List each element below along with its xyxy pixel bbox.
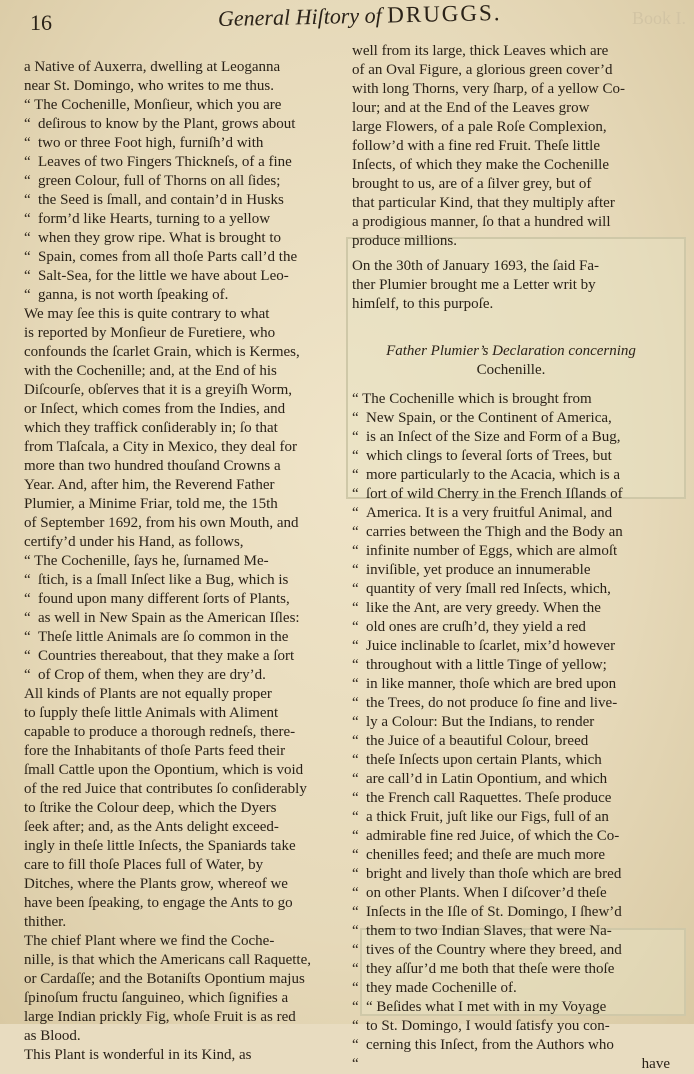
running-title-caps: DRUGGS. — [386, 0, 502, 28]
quote-mark: “ — [352, 448, 359, 464]
line-text: “ Beſides what I met with in my Voyage — [366, 999, 607, 1015]
quote-mark: “ — [24, 135, 31, 151]
line-text: two or three Foot high, furniſh’d with — [38, 135, 264, 151]
line-text: found upon many different ſorts of Plants, — [38, 591, 290, 607]
text-line: or Inſect, which comes from the Indies, and — [24, 401, 286, 417]
text-line: The chief Plant where we find the Coche- — [24, 933, 275, 949]
text-line — [352, 542, 670, 561]
text-line — [352, 485, 670, 504]
line-text: Salt-Sea, for the little we have about Leo- — [38, 268, 289, 284]
text-line — [352, 827, 670, 846]
quote-mark: “ — [352, 638, 359, 654]
text-line — [352, 466, 670, 485]
line-text: form’d like Hearts, turning to a yellow — [38, 211, 271, 227]
quote-mark: “ — [352, 543, 359, 559]
quote-mark: “ — [352, 429, 359, 445]
text-line: that particular Kind, that they multiply after — [352, 195, 615, 211]
quote-mark: “ — [352, 1037, 359, 1053]
line-text: the Juice of a beautiful Colour, breed — [366, 733, 589, 749]
line-text: as well in New Spain as the American Iſles: — [38, 610, 300, 626]
text-line: have been ſpeaking, to engage the Ants to go — [24, 895, 293, 911]
text-line — [352, 1036, 670, 1055]
text-line — [352, 960, 670, 979]
line-text: admirable fine red Juice, of which the Co- — [366, 828, 620, 844]
text-line: follow’d with a fine red Fruit. Theſe little — [352, 138, 600, 154]
text-line — [352, 770, 670, 789]
text-line — [352, 447, 670, 466]
text-line — [352, 409, 670, 428]
quote-mark: “ — [24, 629, 31, 645]
line-text: Juice inclinable to ſcarlet, mix’d however — [366, 638, 616, 654]
line-text: chenilles feed; and theſe are much more — [366, 847, 606, 863]
line-text: Spain, comes from all thoſe Parts call’d the — [38, 249, 298, 265]
line-text: America. It is a very fruitful Animal, and — [366, 505, 613, 521]
text-line — [24, 609, 344, 628]
line-text: in like manner, thoſe which are bred upon — [366, 676, 617, 692]
text-line: from Tlaſcala, a City in Mexico, they deal for — [24, 439, 297, 455]
text-line — [352, 580, 670, 599]
quote-mark: “ — [352, 600, 359, 616]
text-line: Diſcourſe, obſerves that it is a greyiſh Worm, — [24, 382, 293, 398]
quote-mark: “ — [352, 980, 359, 996]
text-line — [24, 210, 344, 229]
text-line — [352, 656, 670, 675]
line-text: the Trees, do not produce ſo fine and live- — [366, 695, 618, 711]
quote-mark: “ — [24, 648, 31, 664]
quote-mark: “ — [24, 116, 31, 132]
quote-mark: “ — [24, 591, 31, 607]
quote-mark: “ — [24, 211, 31, 227]
declaration-quote — [352, 390, 670, 1074]
line-text: when they grow ripe. What is brought to — [38, 230, 282, 246]
line-text: Countries thereabout, that they make a ſort — [38, 648, 295, 664]
text-line: certify’d under his Hand, as follows, — [24, 534, 244, 550]
line-text: to St. Domingo, I would ſatisfy you con- — [366, 1018, 610, 1034]
quote-mark: “ — [352, 581, 359, 597]
text-line — [352, 523, 670, 542]
quote-mark: “ — [24, 173, 31, 189]
quote-mark: “ — [352, 885, 359, 901]
text-line — [352, 979, 670, 998]
line-text: which clings to ſeveral ſorts of Trees, but — [366, 448, 612, 464]
text-line: more than two hundred thouſand Crowns a — [24, 458, 281, 474]
text-line: Inſects, of which they make the Cochenille — [352, 157, 609, 173]
line-text: on other Plants. When I diſcover’d theſe — [366, 885, 607, 901]
quote-mark: “ — [24, 610, 31, 626]
right-column — [352, 42, 670, 1074]
quote-mark: “ — [352, 657, 359, 673]
left-column — [24, 58, 344, 1065]
text-line — [352, 998, 670, 1017]
line-text: Leaves of two Fingers Thickneſs, of a fine — [38, 154, 292, 170]
quote-mark: “ — [24, 230, 31, 246]
quote-mark: “ — [352, 961, 359, 977]
quote-mark: “ — [352, 866, 359, 882]
text-line: or Cardaſſe; and the Botaniſts Opontium majus — [24, 971, 305, 987]
line-text: they made Cochenille of. — [366, 980, 517, 996]
quote-mark: “ — [24, 667, 31, 683]
text-line — [352, 637, 670, 656]
text-line — [24, 267, 344, 286]
text-line: with the Cochenille; and, at the End of his — [24, 363, 277, 379]
quote-mark: “ — [352, 999, 359, 1015]
text-line — [352, 1055, 670, 1074]
line-text: more particularly to the Acacia, which is a — [366, 467, 621, 483]
text-line — [352, 884, 670, 903]
text-line — [352, 1017, 670, 1036]
text-line: “ The Cochenille, Monſieur, which you are — [24, 97, 282, 113]
line-text: ſort of wild Cherry in the French Iſlands of — [366, 486, 623, 502]
show-through-text: Book I. — [632, 8, 686, 28]
text-line: “ The Cochenille which is brought from — [352, 391, 592, 407]
text-line — [352, 504, 670, 523]
text-line — [24, 248, 344, 267]
line-text: New Spain, or the Continent of America, — [366, 410, 612, 426]
text-line: well from its large, thick Leaves which are — [352, 43, 609, 59]
text-line: Plumier, a Minime Friar, told me, the 15th — [24, 496, 278, 512]
quote-mark: “ — [352, 410, 359, 426]
text-line: brought to us, are of a ſilver grey, but of — [352, 176, 592, 192]
running-title — [218, 0, 502, 32]
text-line: ſpinoſum fructu ſanguineo, which ſignifies a — [24, 990, 289, 1006]
text-line: to ſtrike the Colour deep, which the Dyers — [24, 800, 277, 816]
text-line: We may ſee this is quite contrary to what — [24, 306, 270, 322]
text-line — [24, 647, 344, 666]
text-line: care to fill thoſe Places full of Water, by — [24, 857, 264, 873]
text-line: of the red Juice that contributes ſo conſiderably — [24, 781, 307, 797]
text-line: of September 1692, from his own Mouth, and — [24, 515, 299, 531]
quote-mark: “ — [24, 154, 31, 170]
text-line — [24, 571, 344, 590]
quote-mark: “ — [352, 771, 359, 787]
quote-mark: “ — [24, 268, 31, 284]
line-text: Inſects in the Iſle of St. Domingo, I ſhew’d — [366, 904, 622, 920]
line-text: the Seed is ſmall, and contain’d in Husks — [38, 192, 284, 208]
text-line — [352, 941, 670, 960]
line-text: of Crop of them, when they are dry’d. — [38, 667, 266, 683]
text-line — [24, 628, 344, 647]
quote-mark: “ — [352, 1018, 359, 1034]
text-line — [352, 618, 670, 637]
text-line: to ſupply theſe little Animals with Aliment — [24, 705, 279, 721]
text-line — [352, 599, 670, 618]
text-line: confounds the ſcarlet Grain, which is Kermes, — [24, 344, 300, 360]
quote-mark: “ — [352, 676, 359, 692]
line-text: tives of the Country where they breed, and — [366, 942, 622, 958]
line-text: old ones are cruſh’d, they yield a red — [366, 619, 586, 635]
quote-mark: “ — [352, 809, 359, 825]
text-line — [352, 846, 670, 865]
text-line: as Blood. — [24, 1028, 81, 1044]
text-line: nille, is that which the Americans call Raquette, — [24, 952, 311, 968]
line-text: cerning this Inſect, from the Authors who — [366, 1037, 614, 1053]
text-line: which they traffick conſiderably in; ſo that — [24, 420, 278, 436]
text-line — [24, 191, 344, 210]
right-column-continuation — [352, 42, 670, 251]
quote-mark: “ — [352, 1056, 359, 1072]
text-line: ſeek after; and, as the Ants delight exceed- — [24, 819, 279, 835]
line-text: they aſſur’d me both that theſe were thoſe — [366, 961, 615, 977]
text-line — [352, 789, 670, 808]
quote-mark: “ — [24, 572, 31, 588]
line-text: the French call Raquettes. Theſe produce — [366, 790, 612, 806]
text-line — [24, 286, 344, 305]
text-line: thither. — [24, 914, 67, 930]
text-line — [352, 903, 670, 922]
text-line: is reported by Monſieur de Furetiere, who — [24, 325, 276, 341]
text-line — [24, 172, 344, 191]
quote-mark: “ — [352, 467, 359, 483]
line-text: quantity of very ſmall red Inſects, which, — [366, 581, 611, 597]
text-line — [352, 808, 670, 827]
quote-mark: “ — [352, 714, 359, 730]
line-text: carries between the Thigh and the Body an — [366, 524, 623, 540]
text-line — [352, 922, 670, 941]
text-line — [352, 561, 670, 580]
text-line: of an Oval Figure, a glorious green cover’d — [352, 62, 613, 78]
line-text: is an Inſect of the Size and Form of a Bug, — [366, 429, 621, 445]
line-text: ly a Colour: But the Indians, to render — [366, 714, 595, 730]
line-text: throughout with a little Tinge of yellow; — [366, 657, 607, 673]
text-line: large Indian prickly Fig, whoſe Fruit is as red — [24, 1009, 296, 1025]
quote-mark: “ — [352, 524, 359, 540]
quote-mark: “ — [352, 847, 359, 863]
text-line: a prodigious manner, ſo that a hundred will — [352, 214, 611, 230]
text-line: This Plant is wonderful in its Kind, as — [24, 1047, 252, 1063]
text-line — [352, 732, 670, 751]
text-line — [24, 153, 344, 172]
text-line — [352, 428, 670, 447]
text-line — [352, 694, 670, 713]
text-line — [352, 865, 670, 884]
text-line: lour; and at the End of the Leaves grow — [352, 100, 590, 116]
text-line: produce millions. — [352, 233, 457, 249]
quote-mark: “ — [352, 942, 359, 958]
text-line: himſelf, to this purpoſe. — [352, 296, 494, 312]
line-text: ganna, is not worth ſpeaking of. — [38, 287, 229, 303]
text-line — [24, 134, 344, 153]
line-text: theſe Inſects upon certain Plants, which — [366, 752, 602, 768]
plumier-letter-intro — [352, 257, 670, 314]
text-line — [24, 115, 344, 134]
text-line — [24, 666, 344, 685]
quote-mark: “ — [352, 733, 359, 749]
quote-mark: “ — [352, 790, 359, 806]
quote-mark: “ — [352, 904, 359, 920]
text-line: a Native of Auxerra, dwelling at Leoganna — [24, 59, 281, 75]
line-text: bright and lively than thoſe which are bred — [366, 866, 622, 882]
text-line: fore the Inhabitants of thoſe Parts feed their — [24, 743, 286, 759]
trailing-fragment: have — [641, 1056, 670, 1072]
line-text: Theſe little Animals are ſo common in the — [38, 629, 289, 645]
text-line — [352, 675, 670, 694]
text-line: ſmall Cattle upon the Opontium, which is void — [24, 762, 304, 778]
text-line: near St. Domingo, who writes to me thus. — [24, 78, 274, 94]
quote-mark: “ — [24, 249, 31, 265]
text-line — [24, 229, 344, 248]
text-line: Ditches, where the Plants grow, whereof we — [24, 876, 288, 892]
quote-mark: “ — [352, 486, 359, 502]
text-line: ther Plumier brought me a Letter writ by — [352, 277, 596, 293]
line-text: deſirous to know by the Plant, grows about — [38, 116, 296, 132]
quote-mark: “ — [352, 695, 359, 711]
line-text: them to two Indian Slaves, that were Na- — [366, 923, 612, 939]
line-text: ſtich, is a ſmall Inſect like a Bug, which is — [38, 572, 289, 588]
quote-mark: “ — [24, 287, 31, 303]
text-line: with long Thorns, very ſharp, of a yellow Co- — [352, 81, 626, 97]
quote-mark: “ — [352, 505, 359, 521]
running-title-italic: General Hiſtory of — [217, 2, 388, 31]
line-text: infinite number of Eggs, which are almoſt — [366, 543, 618, 559]
page-number: 16 — [30, 10, 52, 35]
declaration-subheading: Cochenille. — [476, 362, 546, 378]
text-line — [352, 713, 670, 732]
quote-mark: “ — [352, 828, 359, 844]
line-text: like the Ant, are very greedy. When the — [366, 600, 601, 616]
text-line: ingly in theſe little Inſects, the Spaniards take — [24, 838, 296, 854]
quote-mark: “ — [352, 923, 359, 939]
text-line: Year. And, after him, the Reverend Father — [24, 477, 275, 493]
text-line — [24, 590, 344, 609]
declaration-heading: Father Plumier’s Declaration concerning — [386, 343, 636, 359]
text-line: large Flowers, of a pale Roſe Complexion, — [352, 119, 607, 135]
quote-mark: “ — [352, 562, 359, 578]
quote-mark: “ — [24, 192, 31, 208]
line-text: a thick Fruit, juſt like our Figs, full of an — [366, 809, 609, 825]
line-text: inviſible, yet produce an innumerable — [366, 562, 591, 578]
text-line: “ The Cochenille, ſays he, ſurnamed Me- — [24, 553, 269, 569]
text-line: capable to produce a thorough redneſs, there- — [24, 724, 296, 740]
text-line: On the 30th of January 1693, the ſaid Fa- — [352, 258, 600, 274]
quote-mark: “ — [352, 752, 359, 768]
text-line — [352, 751, 670, 770]
line-text: green Colour, full of Thorns on all ſides; — [38, 173, 281, 189]
text-line: All kinds of Plants are not equally proper — [24, 686, 272, 702]
line-text: are call’d in Latin Opontium, and which — [366, 771, 608, 787]
quote-mark: “ — [352, 619, 359, 635]
